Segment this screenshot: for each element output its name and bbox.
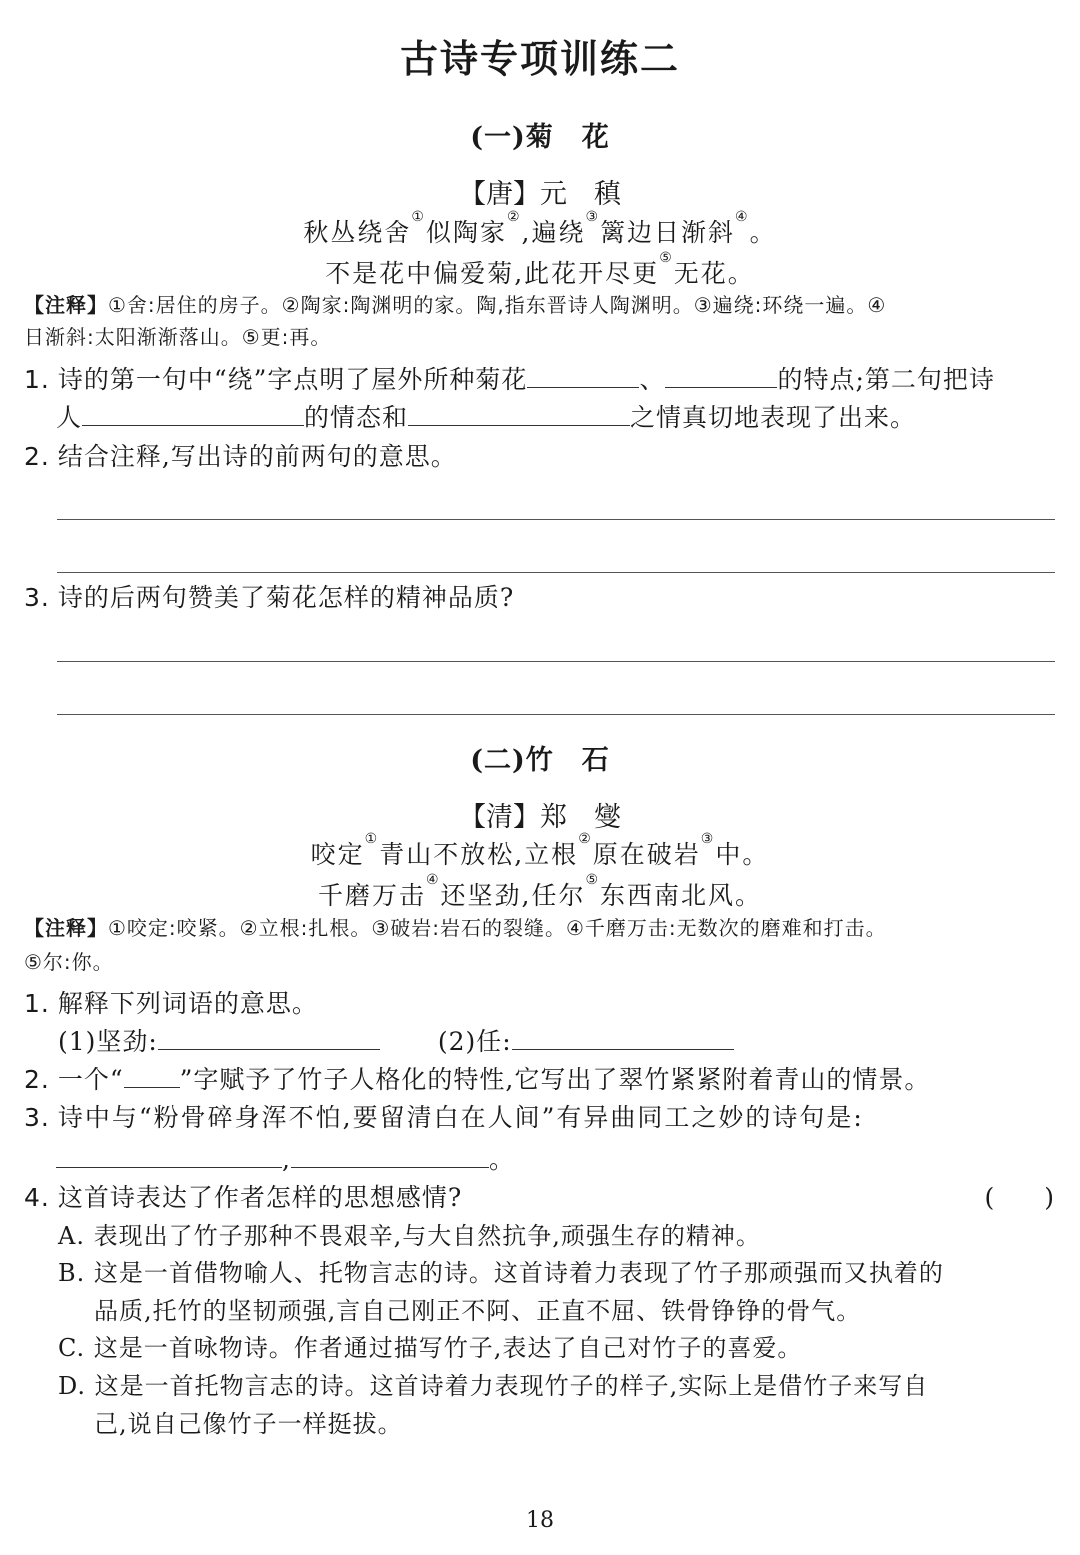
footnote-mark: ④ [425, 872, 441, 888]
answer-blank[interactable] [408, 399, 630, 426]
question-number: 2. [24, 442, 50, 471]
footnote-mark: ① [411, 209, 426, 225]
annotation-label: 【注释】 [24, 916, 108, 940]
annotation-text: ①咬定:咬紧。②立根:扎根。③破岩:岩石的裂缝。④千磨万击:无数次的磨难和打击。 [108, 916, 887, 940]
poem-text: 东西南北风。 [600, 881, 763, 910]
answer-blank[interactable] [124, 1061, 180, 1088]
poem1-annotation-cont: 日渐斜:太阳渐渐落山。⑤更:再。 [24, 325, 332, 349]
question-text: 、 [639, 365, 666, 394]
sub-question-label: (1)坚劲: [58, 1027, 158, 1056]
question-text: 诗的第一句中“绕”字点明了屋外所种菊花 [57, 365, 528, 394]
poem1-heading: (一)菊 花 [470, 122, 610, 153]
answer-blank[interactable] [527, 361, 639, 388]
poem-text: 中。 [715, 840, 770, 869]
poem1-line1 [0, 209, 1080, 249]
question-text: 这首诗表达了作者怎样的思想感情? [57, 1183, 463, 1212]
poem1-annotation [24, 290, 886, 320]
footnote-mark: ④ [735, 209, 750, 225]
poem2-heading: (二)竹 石 [470, 745, 610, 776]
footnote-mark: ⑤ [585, 872, 601, 888]
answer-blank[interactable] [56, 1141, 282, 1168]
question-text: 之情真切地表现了出来。 [630, 403, 917, 432]
question-text: , [282, 1145, 291, 1174]
option-c[interactable]: C. 这是一首咏物诗。作者通过描写竹子,表达了自己对竹子的喜爱。 [58, 1334, 803, 1362]
page-number: 18 [526, 1508, 554, 1533]
answer-line[interactable] [57, 661, 1055, 662]
footnote-mark: ③ [585, 209, 601, 225]
question-number: 3. [24, 1103, 50, 1132]
question-text: 人 [56, 403, 83, 432]
answer-blank[interactable] [512, 1023, 734, 1050]
footnote-mark: ② [578, 831, 593, 847]
question-text: 一个“ [57, 1065, 124, 1094]
option-d-cont: 己,说自己像竹子一样挺拔。 [94, 1410, 403, 1438]
poem-text: 秋丛绕舍 [303, 218, 412, 247]
poem1-question-1 [24, 360, 995, 396]
question-number: 4. [24, 1183, 50, 1212]
poem1-question-3 [24, 578, 514, 614]
option-a[interactable]: A. 表现出了竹子那种不畏艰辛,与大自然抗争,顽强生存的精神。 [58, 1222, 761, 1250]
poem-text: 无花。 [673, 259, 755, 288]
footnote-mark: ③ [700, 831, 716, 847]
question-number: 2. [24, 1065, 50, 1094]
poem1-question-1-cont [56, 398, 916, 434]
annotation-text: ①舍:居住的房子。②陶家:陶渊明的家。陶,指东晋诗人陶渊明。③遍绕:环绕一遍。④ [108, 293, 887, 317]
poem-text: 。 [749, 218, 777, 247]
poem2-question-4 [24, 1178, 462, 1214]
poem1-line2 [0, 250, 1080, 290]
poem2-question-2 [24, 1060, 930, 1096]
footnote-mark: ① [364, 831, 380, 847]
poem-text: ,遍绕 [521, 218, 586, 247]
poem-text: 咬定 [310, 840, 365, 869]
poem2-author: 【清】郑 燮 [459, 802, 621, 833]
question-text: ”字赋予了竹子人格化的特性,它写出了翠竹紧紧附着青山的情景。 [179, 1065, 931, 1094]
question-text: 诗中与“粉骨碎身浑不怕,要留清白在人间”有异曲同工之妙的诗句是: [57, 1103, 864, 1132]
poem-text: 似陶家 [425, 218, 507, 247]
poem2-question-1-subs [58, 1022, 734, 1058]
poem-text: 青山不放松,立根 [379, 840, 579, 869]
poem-text: 不是花中偏爱菊,此花开尽更 [325, 259, 660, 288]
question-number: 3. [24, 583, 50, 612]
question-text: 结合注释,写出诗的前两句的意思。 [57, 442, 457, 471]
answer-line[interactable] [57, 519, 1055, 520]
poem1-question-2 [24, 437, 457, 473]
poem2-annotation [24, 913, 887, 943]
poem2-line1 [0, 831, 1080, 871]
footnote-mark: ② [506, 209, 522, 225]
question-number: 1. [24, 365, 50, 394]
option-b-cont: 品质,托竹的坚韧顽强,言自己刚正不阿、正直不屈、铁骨铮铮的骨气。 [94, 1297, 862, 1325]
option-d[interactable]: D. 这是一首托物言志的诗。这首诗着力表现竹子的样子,实际上是借竹子来写自 [58, 1372, 929, 1400]
poem-text: 千磨万击 [317, 881, 426, 910]
sub-question-label: (2)任: [437, 1027, 512, 1056]
question-number: 1. [24, 989, 50, 1018]
poem-text: 篱边日渐斜 [600, 218, 736, 247]
poem2-line2 [0, 872, 1080, 912]
poem2-question-3-answer [56, 1140, 515, 1176]
question-text: 诗的后两句赞美了菊花怎样的精神品质? [57, 583, 515, 612]
poem2-question-3 [24, 1098, 864, 1134]
answer-line[interactable] [57, 572, 1055, 573]
poem2-annotation-cont: ⑤尔:你。 [24, 950, 114, 974]
page-title: 古诗专项训练二 [399, 36, 680, 81]
poem2-question-1 [24, 984, 318, 1020]
annotation-label: 【注释】 [24, 293, 108, 317]
question-text: 的情态和 [304, 403, 409, 432]
question-text: 解释下列词语的意思。 [57, 989, 318, 1018]
answer-choice-bracket[interactable]: ( ) [984, 1183, 1054, 1212]
question-text: 。 [488, 1145, 515, 1174]
answer-blank[interactable] [158, 1023, 380, 1050]
poem1-author: 【唐】元 稹 [459, 179, 621, 210]
footnote-mark: ⑤ [659, 250, 674, 266]
poem-text: 还坚劲,任尔 [440, 881, 586, 910]
poem-text: 原在破岩 [592, 840, 701, 869]
question-text: 的特点;第二句把诗 [777, 365, 995, 394]
answer-blank[interactable] [291, 1141, 489, 1168]
answer-blank[interactable] [82, 399, 304, 426]
option-b[interactable]: B. 这是一首借物喻人、托物言志的诗。这首诗着力表现了竹子那顽强而又执着的 [58, 1259, 944, 1287]
answer-line[interactable] [57, 714, 1055, 715]
answer-blank[interactable] [665, 361, 777, 388]
